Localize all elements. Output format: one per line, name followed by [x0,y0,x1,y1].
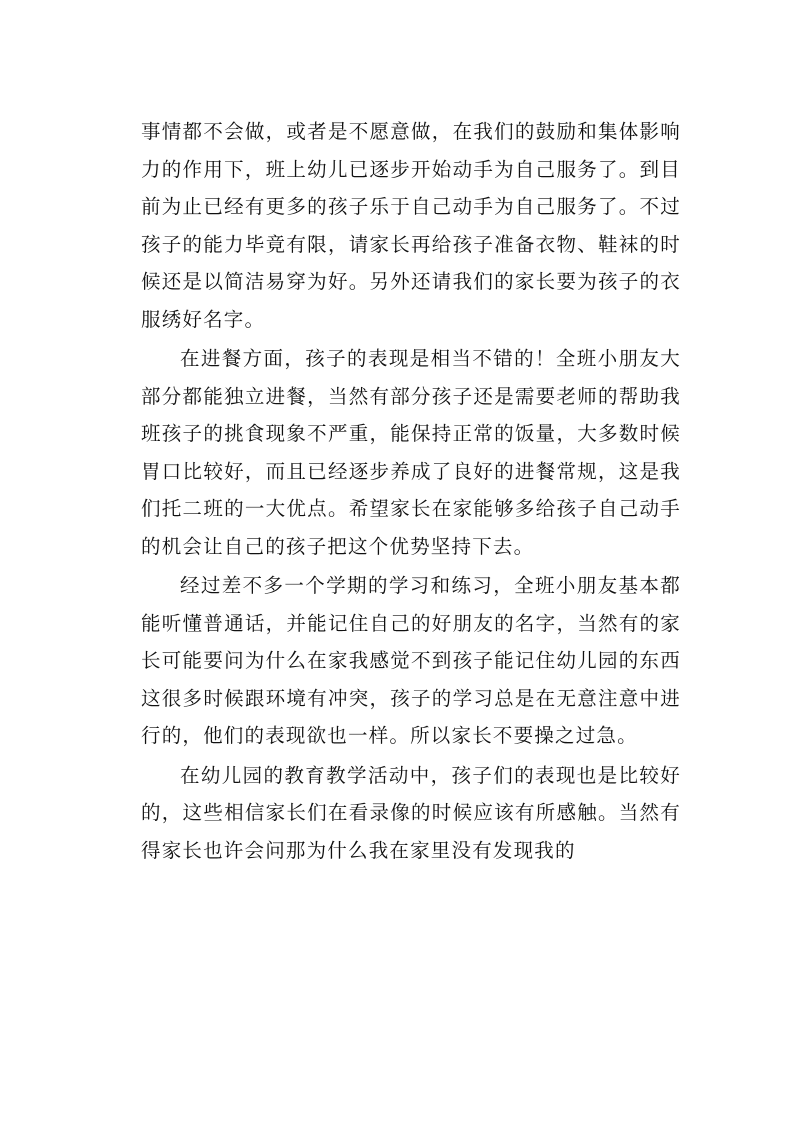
document-body [141,113,681,871]
paragraph-language: 经过差不多一个学期的学习和练习，全班小朋友基本都能听懂普通话，并能记住自己的好朋友的名字，当然有的家长可能要问为什么在家我感觉不到孩子能记住幼儿园的东西这很多时候跟环境有冲突，孩子的学习总是在无意注意中进行的，他们的表现欲也一样。所以家长不要操之过急。 [141,574,681,747]
paragraph-self-care: 事情都不会做，或者是不愿意做，在我们的鼓励和集体影响力的作用下，班上幼儿已逐步开始动手为自己服务了。到目前为止已经有更多的孩子乐于自己动手为自己服务了。不过孩子的能力毕竟有限，请家长再给孩子准备衣物、鞋袜的时候还是以简洁易穿为好。另外还请我们的家长要为孩子的衣服绣好名字。 [141,120,681,331]
paragraph-teaching-activities: 在幼儿园的教育教学活动中，孩子们的表现也是比较好的，这些相信家长们在看录像的时候应该有所感触。当然有得家长也许会问那为什么我在家里没有发现我的 [141,763,681,862]
paragraph-eating: 在进餐方面，孩子的表现是相当不错的！全班小朋友大部分都能独立进餐，当然有部分孩子还是需要老师的帮助我班孩子的挑食现象不严重，能保持正常的饭量，大多数时候胃口比较好，而且已经逐步养成了良好的进餐常规，这是我们托二班的一大优点。希望家长在家能够多给孩子自己动手的机会让自己的孩子把这个优势坚持下去。 [141,347,681,558]
